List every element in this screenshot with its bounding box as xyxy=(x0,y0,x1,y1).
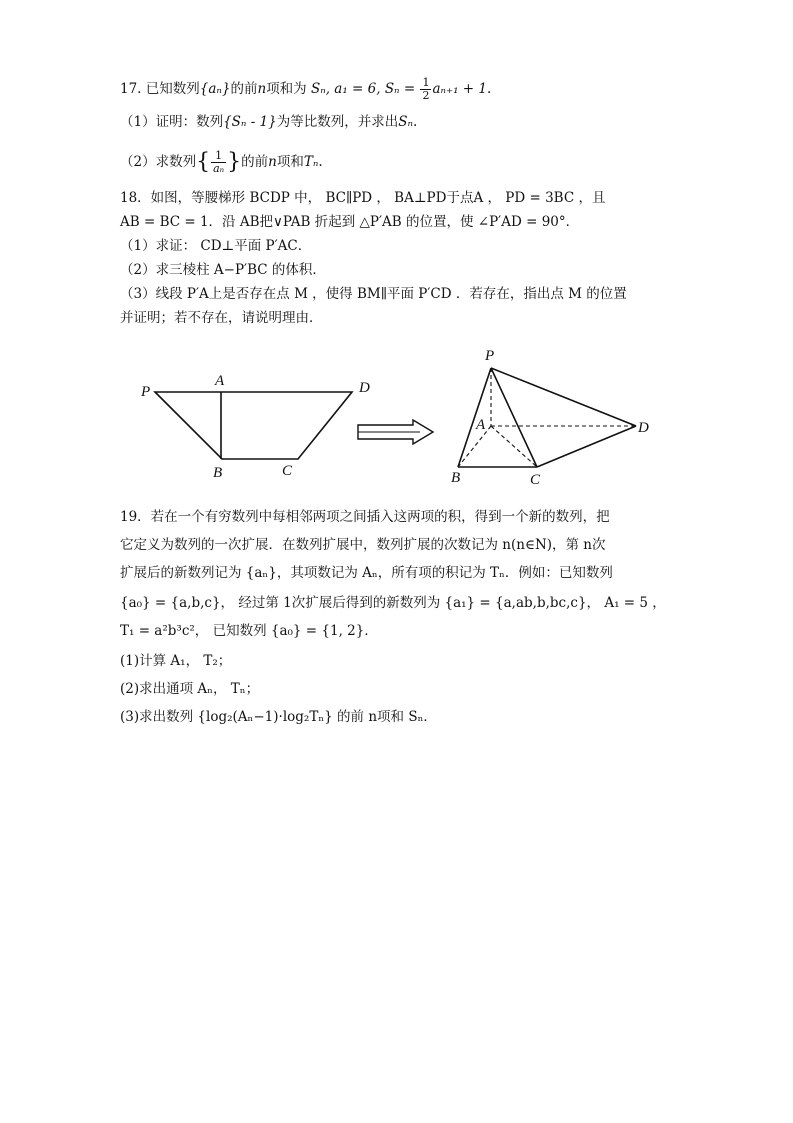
q17-part2: （2）求数列{ $\frac{1}{\text{aₙ}}$ }的前n项和Tₙ. xyxy=(120,149,323,175)
q19-part2: (2)求出通项 Aₙ， Tₙ； xyxy=(120,681,260,697)
q19-part1: (1)计算 A₁， T₂； xyxy=(120,653,232,669)
label-A-trapezoid: A xyxy=(215,373,225,389)
q18-figure xyxy=(0,340,793,490)
label-C-pyramid: C xyxy=(530,472,541,488)
q19-line4: {a₀} = {a,b,c}， 经过第 1次扩展后得到的新数列为 {a₁} = {a,ab,b,bc,c}， A₁ = 5 ， xyxy=(120,595,666,611)
q18-part1: （1）求证： CD⊥平面 P′AC． xyxy=(120,238,312,254)
transform-arrow-icon xyxy=(358,420,433,444)
q19-line2: 它定义为数列的一次扩展．在数列扩展中，数列扩展的次数记为 n(n∈N)，第 n次 xyxy=(120,537,606,553)
trapezoid-shape xyxy=(155,392,352,459)
label-B-trapezoid: B xyxy=(213,465,223,481)
q18-line1: 18．如图，等腰梯形 BCDP 中， BC∥PD ， BA⊥PD于点A ， PD = 3BC ，且 xyxy=(120,190,606,206)
q18-part3-line1: （3）线段 P′A上是否存在点 M ，使得 BM∥平面 P′CD ．若存在，指出点 M 的位置 xyxy=(120,286,627,302)
q19-line5: T₁ = a²b³c²， 已知数列 {a₀} = {1, 2}． xyxy=(120,623,378,639)
label-D-pyramid: D xyxy=(638,420,649,436)
q17-fraction-reciprocal: $\frac{1}{\text{aₙ}}$ xyxy=(213,149,225,175)
label-D-trapezoid: D xyxy=(359,380,370,396)
q17-statement: 17. 已知数列{aₙ}的前n项和为 Sₙ, a₁ = 6, Sₙ = $\frac{1}{2}$ aₙ₊₁ + 1. xyxy=(120,76,492,102)
q19-line1: 19．若在一个有穷数列中每相邻两项之间插入这两项的积，得到一个新的数列，把 xyxy=(120,509,610,525)
q18-part2: （2）求三棱柱 A−P′BC 的体积． xyxy=(120,262,326,278)
label-C-trapezoid: C xyxy=(282,463,293,479)
q19-line3: 扩展后的新数列记为 {aₙ}，其项数记为 Aₙ，所有项的积记为 Tₙ．例如：已知数列 xyxy=(120,565,613,581)
label-P-pyramid: P xyxy=(485,348,495,364)
q19-part3: (3)求出数列 {log₂(Aₙ−1)·log₂Tₙ} 的前 n项和 Sₙ． xyxy=(120,709,437,725)
q18-line2: AB = BC = 1．沿 AB把∨PAB 折起到 △P′AB 的位置，使 ∠P′AD = 90°． xyxy=(120,214,580,230)
label-P-trapezoid: P xyxy=(141,384,151,400)
label-A-pyramid: A xyxy=(476,417,486,433)
q18-part3-line2: 并证明；若不存在，请说明理由． xyxy=(120,310,323,326)
q17-fraction-half: $\frac{1}{2}$ xyxy=(422,76,430,102)
label-B-pyramid: B xyxy=(451,470,461,486)
q17-part1: （1）证明：数列{Sₙ - 1}为等比数列，并求出Sₙ. xyxy=(120,114,418,130)
